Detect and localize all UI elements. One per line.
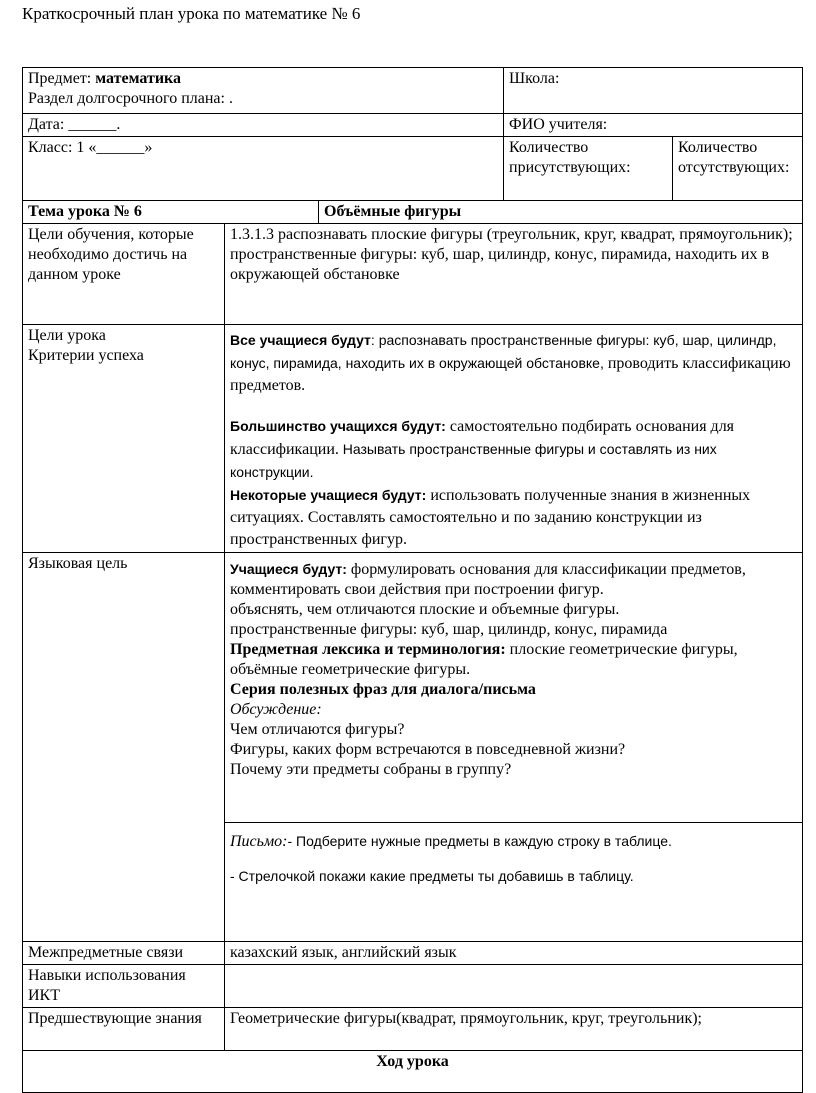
- question-1: Чем отличаются фигуры?: [230, 721, 405, 738]
- lang-students-text: формулировать основания для классификации предметов, комментировать свои действия при построении фигур.: [230, 561, 746, 598]
- lesson-goals-label: Цели урока: [28, 327, 106, 344]
- lesson-goals-cell: [23, 325, 225, 553]
- section: Раздел долгосрочного плана: .: [28, 90, 233, 107]
- lesson-goals: [225, 325, 803, 553]
- some-text: использовать полученные знания в жизненных ситуациях. Составлять самостоятельно и по заданию конструкции из пространственных фигур.: [230, 487, 751, 548]
- vocab-label: Предметная лексика и терминология:: [230, 641, 506, 658]
- lang-line3: пространственные фигуры: куб, шар, цилиндр, конус, пирамида: [230, 621, 668, 638]
- prior-label: Предшествующие знания: [23, 1008, 225, 1051]
- topic-label: Тема урока № 6: [23, 201, 319, 224]
- all-text2: проводить классификацию предметов.: [230, 355, 791, 394]
- ict-value: [225, 965, 803, 1008]
- school: Школа:: [504, 68, 803, 114]
- absent-count: Количество отсутствующих:: [673, 137, 803, 201]
- writing-text-2: - Стрелочкой покажи какие предметы ты добавишь в таблицу.: [230, 868, 634, 884]
- cross-label: Межпредметные связи: [23, 942, 225, 965]
- question-3: Почему эти предметы собраны в группу?: [230, 761, 512, 778]
- criteria-label: Критерии успеха: [28, 347, 144, 364]
- writing-label: Письмо:: [230, 833, 288, 850]
- most-text: самостоятельно подбирать основания для классификации.: [230, 418, 735, 458]
- writing-cell: [225, 823, 803, 942]
- ict-label: Навыки использования ИКТ: [23, 965, 225, 1008]
- discussion-label: Обсуждение:: [230, 701, 322, 718]
- some-label: Некоторые учащиеся будут:: [230, 487, 427, 503]
- lang-line2: объяснять, чем отличаются плоские и объемные фигуры.: [230, 601, 620, 618]
- subject-value: математика: [95, 70, 182, 87]
- subject-cell: [23, 68, 504, 114]
- prior-value: Геометрические фигуры(квадрат, прямоугольник, круг, треугольник);: [225, 1008, 803, 1051]
- subject-label: Предмет:: [28, 70, 96, 87]
- teacher: ФИО учителя:: [504, 114, 803, 137]
- present-count: Количество присутствующих:: [504, 137, 673, 201]
- topic-value: Объёмные фигуры: [319, 201, 803, 224]
- writing-text: - Подберите нужные предметы в каждую строку в таблице.: [287, 833, 672, 849]
- language-goal: [225, 553, 803, 823]
- cross-value: казахский язык, английский язык: [225, 942, 803, 965]
- all-text: : распознавать пространственные фигуры: куб, шар, цилиндр, конус, пирамида, находить их в окружающей обстановке,: [230, 332, 777, 371]
- document-title: Краткосрочный план урока по математике № 6: [22, 4, 361, 23]
- vocab-text: плоские геометрические фигуры, объёмные геометрические фигуры.: [230, 641, 738, 678]
- all-label: Все учащиеся будут: [230, 332, 371, 348]
- lesson-progress-header: Ход урока: [23, 1051, 803, 1093]
- lesson-plan-table: [22, 67, 803, 1093]
- most-label: Большинство учащихся будут:: [230, 418, 446, 434]
- class: Класс: 1 «______»: [23, 137, 504, 201]
- language-goal-label: Языковая цель: [23, 553, 225, 942]
- learning-goals-label: Цели обучения, которые необходимо достичь на данном уроке: [23, 224, 225, 325]
- lang-students-label: Учащиеся будут:: [230, 561, 347, 577]
- learning-goals: 1.3.1.3 распознавать плоские фигуры (треугольник, круг, квадрат, прямоугольник); пространственные фигуры: куб, шар, цилиндр, конус, пирамида, находить их в окружающей обстановке: [225, 224, 803, 325]
- phrases-label: Серия полезных фраз для диалога/письма: [230, 681, 536, 698]
- most-text2: Называть пространственные фигуры и составлять из них конструкции.: [230, 441, 717, 480]
- question-2: Фигуры, каких форм встречаются в повседневной жизни?: [230, 741, 626, 758]
- date: Дата: ______.: [23, 114, 504, 137]
